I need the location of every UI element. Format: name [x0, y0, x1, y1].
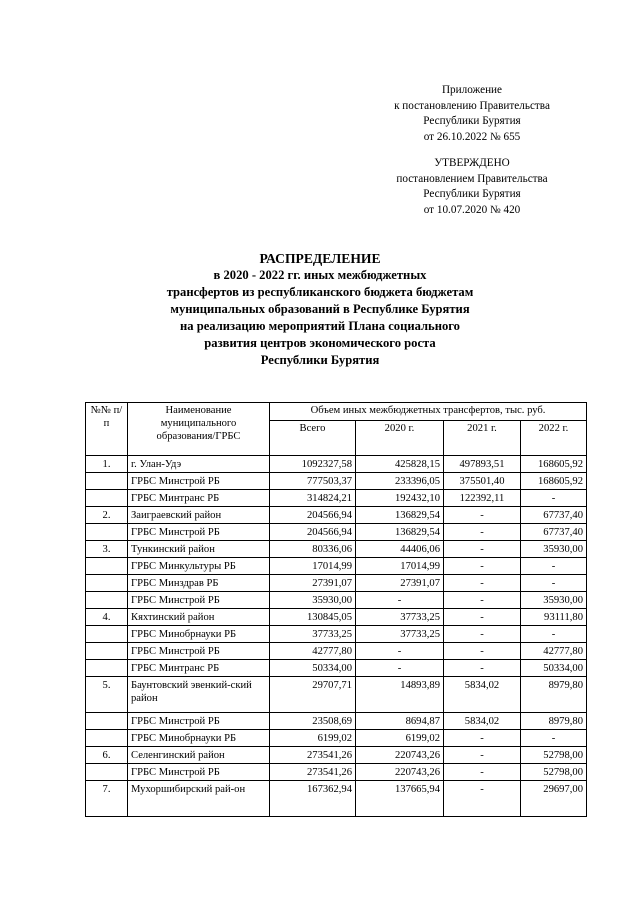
row-2020: 220743,26 [356, 747, 444, 764]
approval-line: от 26.10.2022 № 655 [423, 130, 521, 143]
header-2020: 2020 г. [356, 420, 444, 455]
row-2022: 8979,80 [521, 713, 587, 730]
row-2022: 29697,00 [521, 781, 587, 817]
table-row [86, 747, 587, 764]
row-name: Заиграевский район [128, 507, 270, 524]
row-2021: - [444, 660, 521, 677]
row-number: 5. [86, 677, 128, 713]
row-2022: 8979,80 [521, 677, 587, 713]
header-2022: 2022 г. [521, 420, 587, 455]
row-name: ГРБС Минстрой РБ [128, 713, 270, 730]
row-number: 7. [86, 781, 128, 817]
row-2022: 168605,92 [521, 473, 587, 490]
row-number [86, 713, 128, 730]
row-2020: 192432,10 [356, 490, 444, 507]
row-2021: 5834,02 [444, 677, 521, 713]
row-2021: - [444, 747, 521, 764]
row-number [86, 764, 128, 781]
header-total: Всего [270, 420, 356, 455]
row-2022: - [521, 626, 587, 643]
row-total: 37733,25 [270, 626, 356, 643]
header-2021: 2021 г. [444, 420, 521, 455]
header-num: №№ п/п [86, 403, 128, 456]
row-2022: 67737,40 [521, 524, 587, 541]
row-total: 130845,05 [270, 609, 356, 626]
row-2021: - [444, 643, 521, 660]
approval-line: Приложение [441, 84, 503, 96]
table-row [86, 626, 587, 643]
approval-line: Республики Бурятия [423, 115, 521, 127]
title-line: в 2020 - 2022 гг. иных межбюджетных [213, 268, 427, 282]
row-2021: - [444, 575, 521, 592]
title-line: на реализацию мероприятий Плана социального [180, 319, 460, 333]
row-total: 1092327,58 [270, 456, 356, 473]
header-name: Наименование муниципального образования/ГРБС [128, 403, 270, 456]
row-name: ГРБС Минздрав РБ [128, 575, 270, 592]
row-2020: 27391,07 [356, 575, 444, 592]
row-2021: - [444, 524, 521, 541]
title-line: трансфертов из республиканского бюджета бюджетам [166, 285, 474, 299]
row-number [86, 524, 128, 541]
table-row [86, 677, 587, 713]
row-total: 23508,69 [270, 713, 356, 730]
row-name: ГРБС Минтранс РБ [128, 490, 270, 507]
row-2022: 42777,80 [521, 643, 587, 660]
approval-line: Республики Бурятия [423, 188, 521, 200]
table-row [86, 764, 587, 781]
row-number: 1. [86, 456, 128, 473]
table-row [86, 609, 587, 626]
row-total: 314824,21 [270, 490, 356, 507]
row-name: ГРБС Минстрой РБ [128, 524, 270, 541]
row-2021: 497893,51 [444, 456, 521, 473]
row-2021: 122392,11 [444, 490, 521, 507]
approval-line: постановлением Правительства [396, 172, 548, 185]
row-name: ГРБС Минстрой РБ [128, 592, 270, 609]
row-2021: - [444, 764, 521, 781]
row-name: Кяхтинский район [128, 609, 270, 626]
distribution-table [85, 402, 587, 817]
row-2022: 52798,00 [521, 764, 587, 781]
table-row [86, 524, 587, 541]
row-2020: 17014,99 [356, 558, 444, 575]
row-2020: 14893,89 [356, 677, 444, 713]
row-number: 2. [86, 507, 128, 524]
table-row [86, 456, 587, 473]
row-2021: 375501,40 [444, 473, 521, 490]
row-number [86, 575, 128, 592]
approval-block-approved [372, 156, 572, 218]
row-number [86, 626, 128, 643]
document-title [0, 250, 640, 369]
row-2020: - [356, 643, 444, 660]
row-2020: 6199,02 [356, 730, 444, 747]
row-2021: - [444, 558, 521, 575]
row-total: 35930,00 [270, 592, 356, 609]
row-total: 29707,71 [270, 677, 356, 713]
table-row [86, 643, 587, 660]
row-name: ГРБС Минобрнауки РБ [128, 730, 270, 747]
row-total: 204566,94 [270, 507, 356, 524]
row-2020: 136829,54 [356, 507, 444, 524]
row-2020: 233396,05 [356, 473, 444, 490]
table-row [86, 473, 587, 490]
row-2021: - [444, 507, 521, 524]
approval-line: от 10.07.2020 № 420 [423, 203, 521, 216]
table-row [86, 781, 587, 817]
row-name: ГРБС Минстрой РБ [128, 643, 270, 660]
row-2022: 50334,00 [521, 660, 587, 677]
row-2022: 35930,00 [521, 592, 587, 609]
row-2020: 220743,26 [356, 764, 444, 781]
row-2022: 168605,92 [521, 456, 587, 473]
row-2020: 44406,06 [356, 541, 444, 558]
row-2021: - [444, 730, 521, 747]
row-2020: - [356, 592, 444, 609]
table-row [86, 660, 587, 677]
row-2021: 5834,02 [444, 713, 521, 730]
table-row [86, 490, 587, 507]
row-number [86, 660, 128, 677]
header-group: Объем иных межбюджетных трансфертов, тыс. руб. [270, 403, 587, 421]
row-2020: 136829,54 [356, 524, 444, 541]
row-2021: - [444, 609, 521, 626]
row-name: ГРБС Минтранс РБ [128, 660, 270, 677]
row-total: 42777,80 [270, 643, 356, 660]
row-name: ГРБС Минкультуры РБ [128, 558, 270, 575]
title-line: развития центров экономического роста [204, 336, 436, 350]
table-row [86, 592, 587, 609]
row-number: 4. [86, 609, 128, 626]
approval-block-appendix [372, 83, 572, 145]
row-name: Баунтовский эвенкий-ский район [128, 677, 270, 713]
table-row [86, 507, 587, 524]
row-2021: - [444, 626, 521, 643]
row-number [86, 490, 128, 507]
approval-line: к постановлению Правительства [394, 99, 550, 112]
row-total: 27391,07 [270, 575, 356, 592]
row-name: Мухоршибирский рай-он [128, 781, 270, 817]
table-row [86, 713, 587, 730]
row-name: ГРБС Минобрнауки РБ [128, 626, 270, 643]
row-name: ГРБС Минстрой РБ [128, 764, 270, 781]
table-row [86, 730, 587, 747]
row-2020: 137665,94 [356, 781, 444, 817]
row-2021: - [444, 592, 521, 609]
title-line: Республики Бурятия [260, 353, 380, 367]
row-2020: 37733,25 [356, 626, 444, 643]
row-2020: 8694,87 [356, 713, 444, 730]
row-2022: 52798,00 [521, 747, 587, 764]
table-row [86, 575, 587, 592]
row-number: 6. [86, 747, 128, 764]
row-total: 204566,94 [270, 524, 356, 541]
row-name: Селенгинский район [128, 747, 270, 764]
row-name: ГРБС Минстрой РБ [128, 473, 270, 490]
row-2022: - [521, 490, 587, 507]
row-number [86, 558, 128, 575]
row-number [86, 473, 128, 490]
row-2022: 93111,80 [521, 609, 587, 626]
row-2022: - [521, 730, 587, 747]
table-row [86, 558, 587, 575]
title-line: РАСПРЕДЕЛЕНИЕ [259, 251, 381, 266]
row-number [86, 643, 128, 660]
row-2021: - [444, 781, 521, 817]
row-name: г. Улан-Удэ [128, 456, 270, 473]
table-row [86, 541, 587, 558]
row-2022: - [521, 575, 587, 592]
row-total: 17014,99 [270, 558, 356, 575]
row-number [86, 730, 128, 747]
row-total: 167362,94 [270, 781, 356, 817]
row-total: 273541,26 [270, 764, 356, 781]
row-2022: 35930,00 [521, 541, 587, 558]
row-total: 50334,00 [270, 660, 356, 677]
title-line: муниципальных образований в Республике Бурятия [170, 302, 470, 316]
row-name: Тункинский район [128, 541, 270, 558]
row-number [86, 592, 128, 609]
row-total: 80336,06 [270, 541, 356, 558]
row-2020: 425828,15 [356, 456, 444, 473]
row-2020: 37733,25 [356, 609, 444, 626]
row-2020: - [356, 660, 444, 677]
approval-line: УТВЕРЖДЕНО [434, 157, 510, 169]
row-2022: 67737,40 [521, 507, 587, 524]
row-2022: - [521, 558, 587, 575]
row-total: 777503,37 [270, 473, 356, 490]
row-total: 273541,26 [270, 747, 356, 764]
row-2021: - [444, 541, 521, 558]
row-total: 6199,02 [270, 730, 356, 747]
row-number: 3. [86, 541, 128, 558]
